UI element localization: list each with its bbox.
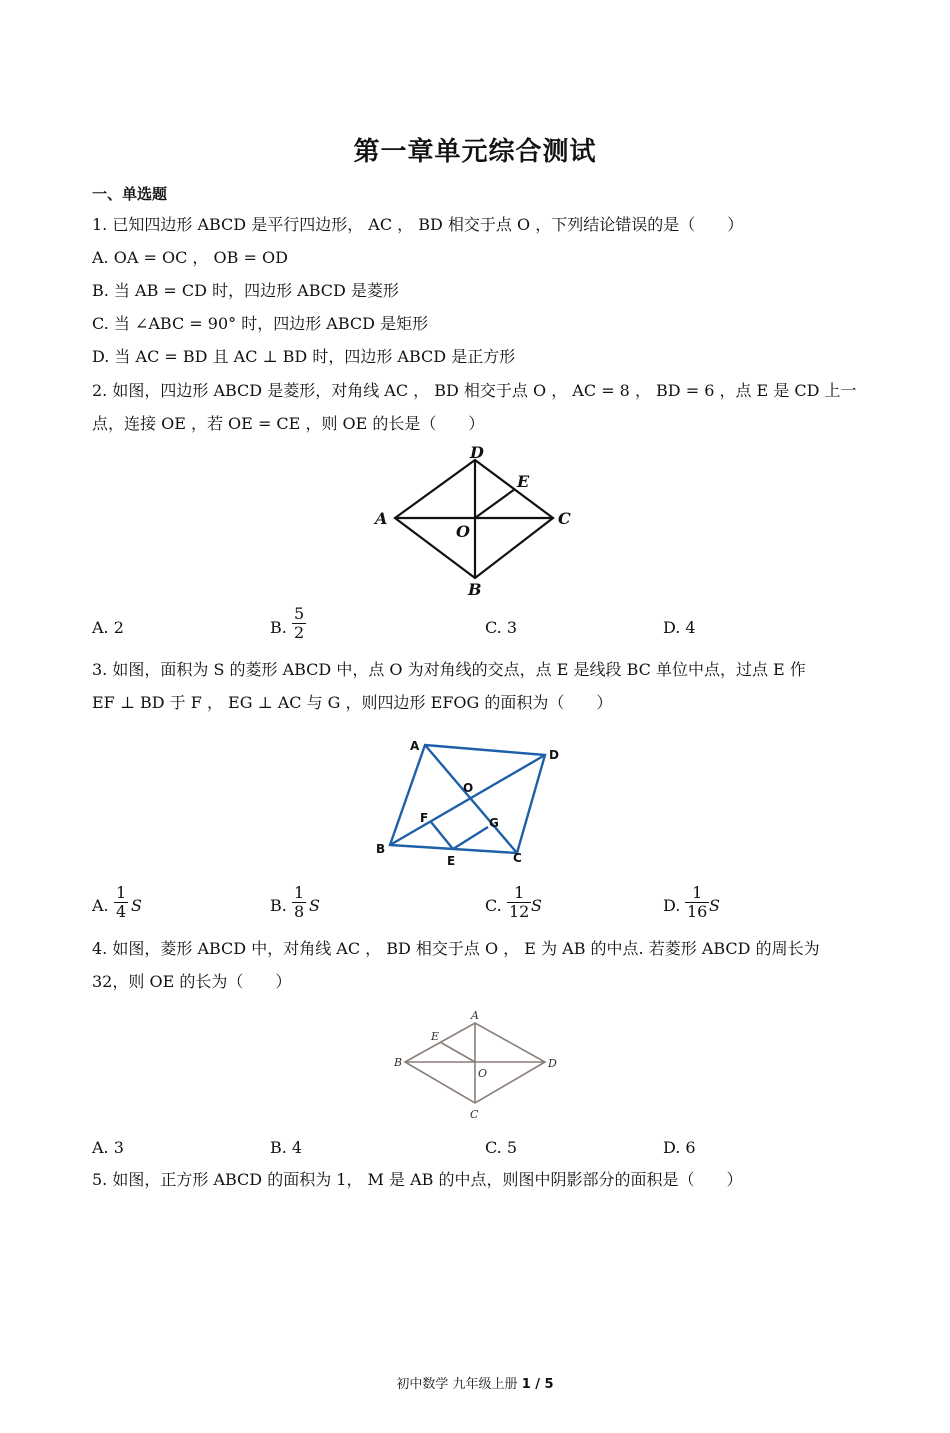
q1-option-b: B. 当 AB = CD 时，四边形 ABCD 是菱形 [92, 281, 399, 300]
q3-option-b-fraction [292, 884, 306, 921]
q2-option-d: D. 4 [663, 618, 696, 637]
q2-option-a: A. 2 [92, 618, 124, 637]
q3-segment-ef [431, 822, 453, 849]
q3-option-d-denominator: 16 [687, 902, 708, 921]
q3-option-b-s: S [309, 896, 320, 915]
q2-option-b-denominator: 2 [294, 623, 305, 642]
q3-option-d-prefix: D. [663, 896, 681, 915]
q4-stem-line2: 32，则 OE 的长为（ ） [92, 972, 292, 991]
q2-label-a: A [375, 509, 388, 528]
q3-option-b-denominator: 8 [294, 902, 305, 921]
q3-diagonal-bd [390, 755, 545, 845]
q3-stem-line1: 3. 如图，面积为 S 的菱形 ABCD 中，点 O 为对角线的交点，点 E 是线段 BC 单位中点，过点 E 作 [92, 660, 806, 679]
q2-label-b: B [468, 580, 482, 599]
q2-stem-line1: 2. 如图，四边形 ABCD 是菱形，对角线 AC ， BD 相交于点 O ， AC = 8 ， BD = 6 ，点 E 是 CD 上一 [92, 381, 857, 400]
q3-option-a-s: S [131, 896, 142, 915]
q3-option-c-denominator: 12 [509, 902, 530, 921]
q3-option-a-denominator: 4 [116, 902, 127, 921]
q3-label-f: F [420, 811, 429, 825]
q4-stem-line1: 4. 如图，菱形 ABCD 中，对角线 AC ， BD 相交于点 O ， E 为 AB 的中点. 若菱形 ABCD 的周长为 [92, 939, 820, 958]
q4-segment-oe [440, 1042, 475, 1062]
q4-option-d: D. 6 [663, 1138, 696, 1157]
q3-option-b-numerator: 1 [294, 883, 305, 902]
page-title: 第一章单元综合测试 [353, 137, 597, 167]
q3-option-d-numerator: 1 [685, 884, 709, 903]
q4-label-d: D [548, 1057, 557, 1070]
page-footer [0, 1373, 950, 1392]
q3-label-g: G [489, 816, 499, 830]
q3-option-d-fraction [685, 884, 709, 921]
q3-option-c-fraction [507, 884, 531, 921]
q2-option-c: C. 3 [485, 618, 518, 637]
q2-option-b-numerator: 5 [294, 604, 305, 623]
q3-label-d: D [549, 748, 559, 762]
q3-option-b-prefix: B. [270, 896, 287, 915]
q3-segment-eg [453, 827, 488, 849]
q2-stem-line2: 点，连接 OE ，若 OE = CE ，则 OE 的长是（ ） [92, 414, 485, 433]
q3-label-c: C [513, 851, 522, 865]
q2-label-c: C [558, 509, 571, 528]
q3-option-d-s: S [709, 896, 720, 915]
q3-label-o: O [463, 781, 474, 795]
q2-label-o: O [456, 522, 470, 541]
q4-label-e: E [431, 1030, 440, 1043]
q3-label-e: E [447, 854, 456, 868]
q4-option-b: B. 4 [270, 1138, 303, 1157]
q2-option-b-fraction [292, 605, 306, 642]
q2-label-d: D [470, 443, 484, 462]
q4-rhombus-figure [385, 1005, 565, 1125]
q3-option-c-prefix: C. [485, 896, 502, 915]
q4-option-a: A. 3 [92, 1138, 124, 1157]
q2-label-e: E [517, 472, 530, 491]
q4-label-b: B [394, 1056, 403, 1069]
q2-option-b-prefix: B. [270, 618, 287, 637]
q3-label-b: B [376, 842, 386, 856]
q1-option-a: A. OA = OC ， OB = OD [92, 248, 288, 267]
page-number: 1 / 5 [521, 1377, 554, 1392]
q3-option-a-numerator: 1 [116, 883, 127, 902]
q2-rhombus-figure [360, 440, 590, 600]
q3-rhombus-figure [370, 735, 570, 870]
q4-label-o: O [478, 1067, 488, 1080]
q4-label-c: C [470, 1108, 479, 1121]
q2-segment-oe [475, 489, 515, 518]
q5-stem: 5. 如图，正方形 ABCD 的面积为 1， M 是 AB 的中点，则图中阴影部分的面积是（ ） [92, 1170, 743, 1189]
q3-option-c-s: S [531, 896, 542, 915]
q3-stem-line2: EF ⊥ BD 于 F ， EG ⊥ AC 与 G ，则四边形 EFOG 的面积为（ ） [92, 693, 613, 712]
footer-text: 初中数学 九年级上册 [396, 1377, 518, 1392]
q1-stem: 1. 已知四边形 ABCD 是平行四边形， AC ， BD 相交于点 O ，下列结论错误的是（ ） [92, 215, 744, 234]
q3-label-a: A [410, 739, 420, 753]
q3-option-a-fraction [114, 884, 128, 921]
section-heading: 一、单选题 [92, 185, 168, 203]
q1-option-d: D. 当 AC = BD 且 AC ⊥ BD 时，四边形 ABCD 是正方形 [92, 347, 516, 366]
q3-option-c-numerator: 1 [507, 884, 531, 903]
q3-option-a-prefix: A. [92, 896, 109, 915]
q1-option-c: C. 当 ∠ABC = 90° 时，四边形 ABCD 是矩形 [92, 314, 429, 333]
q4-label-a: A [471, 1009, 479, 1022]
q4-option-c: C. 5 [485, 1138, 518, 1157]
